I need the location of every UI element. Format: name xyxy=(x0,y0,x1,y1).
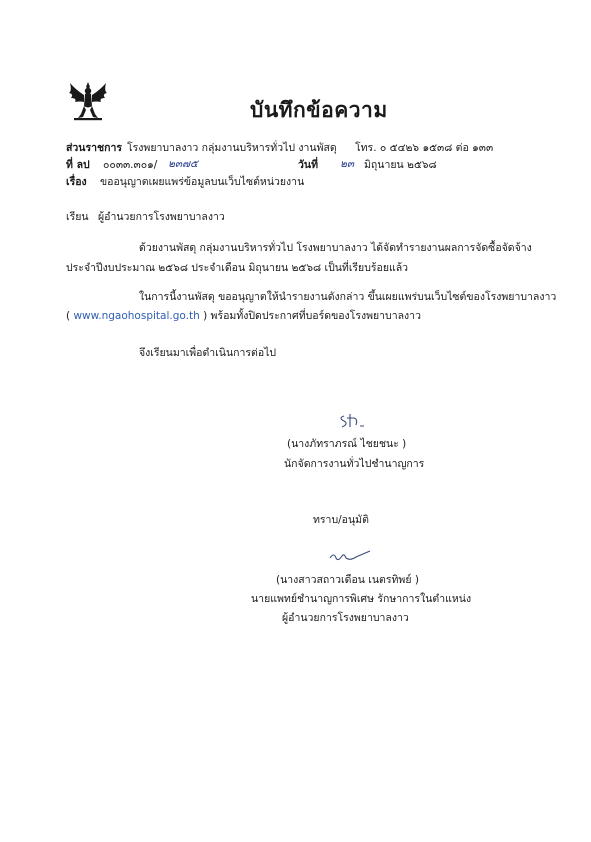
paragraph-1-line-2: ประจำปีงบประมาณ ๒๕๖๘ ประจำเดือน มิถุนายน ๒๕๖๘ เป็นที่เรียบร้อยแล้ว xyxy=(66,262,409,274)
ref-number: ๐๐๓๓.๓๐๑/ xyxy=(103,159,158,171)
ref-handwritten-number: ๒๓๗๕ xyxy=(168,158,198,170)
closing-text: จึงเรียนมาเพื่อดำเนินการต่อไป xyxy=(139,347,277,359)
subject-value: ขออนุญาตเผยแพร่ข้อมูลบนเว็บไซต์หน่วยงาน xyxy=(100,176,305,188)
signature-1-icon xyxy=(336,410,376,432)
signer-1-position: นักจัดการงานทั่วไปชำนาญการ xyxy=(284,458,425,470)
paragraph-2-line-2 xyxy=(66,309,421,323)
paragraph-2-rest: พร้อมทั้งปิดประกาศที่บอร์ดของโรงพยาบาลงาว xyxy=(210,310,421,322)
hospital-website-link[interactable]: www.ngaohospital.go.th xyxy=(73,310,200,322)
garuda-emblem-icon xyxy=(66,80,110,122)
acknowledge-text: ทราบ/อนุมัติ xyxy=(313,514,369,526)
to-label: เรียน xyxy=(66,211,89,223)
link-open-paren: ( xyxy=(66,310,71,322)
paragraph-2-line-1: ในการนี้งานพัสดุ ขออนุญาตให้นำรายงานดังกล่าว ขึ้นเผยแพร่บนเว็บไซต์ของโรงพยาบาลงาว xyxy=(139,291,557,303)
memo-title: บันทึกข้อความ xyxy=(250,98,388,122)
agency-label: ส่วนราชการ xyxy=(66,142,123,154)
signature-2-icon xyxy=(326,546,376,566)
date-month-year: มิถุนายน ๒๕๖๘ xyxy=(364,159,437,171)
date-day: ๒๓ xyxy=(340,158,355,170)
subject-label: เรื่อง xyxy=(66,176,87,188)
date-label: วันที่ xyxy=(298,159,318,171)
paragraph-1-line-1: ด้วยงานพัสดุ กลุ่มงานบริหารทั่วไป โรงพยาบาลงาว ได้จัดทำรายงานผลการจัดซื้อจัดจ้าง xyxy=(139,242,532,254)
signer-2-name: (นางสาวสถาวเดือน เนตรทิพย์ ) xyxy=(276,574,419,586)
signer-2-position-line-2: ผู้อำนวยการโรงพยาบาลงาว xyxy=(282,612,409,624)
signer-1-name: (นางภัทราภรณ์ ไชยชนะ ) xyxy=(287,438,407,450)
ref-label: ที่ ลป xyxy=(66,159,90,171)
agency-value: โรงพยาบาลงาว กลุ่มงานบริหารทั่วไป งานพัสดุ xyxy=(127,142,337,154)
link-close-paren: ) xyxy=(203,310,208,322)
phone-number: โทร. ๐ ๕๔๒๖ ๑๕๓๘ ต่อ ๑๓๓ xyxy=(355,142,494,154)
signer-2-position-line-1: นายแพทย์ชำนาญการพิเศษ รักษาการในตำแหน่ง xyxy=(251,593,472,605)
to-value: ผู้อำนวยการโรงพยาบาลงาว xyxy=(98,211,225,223)
